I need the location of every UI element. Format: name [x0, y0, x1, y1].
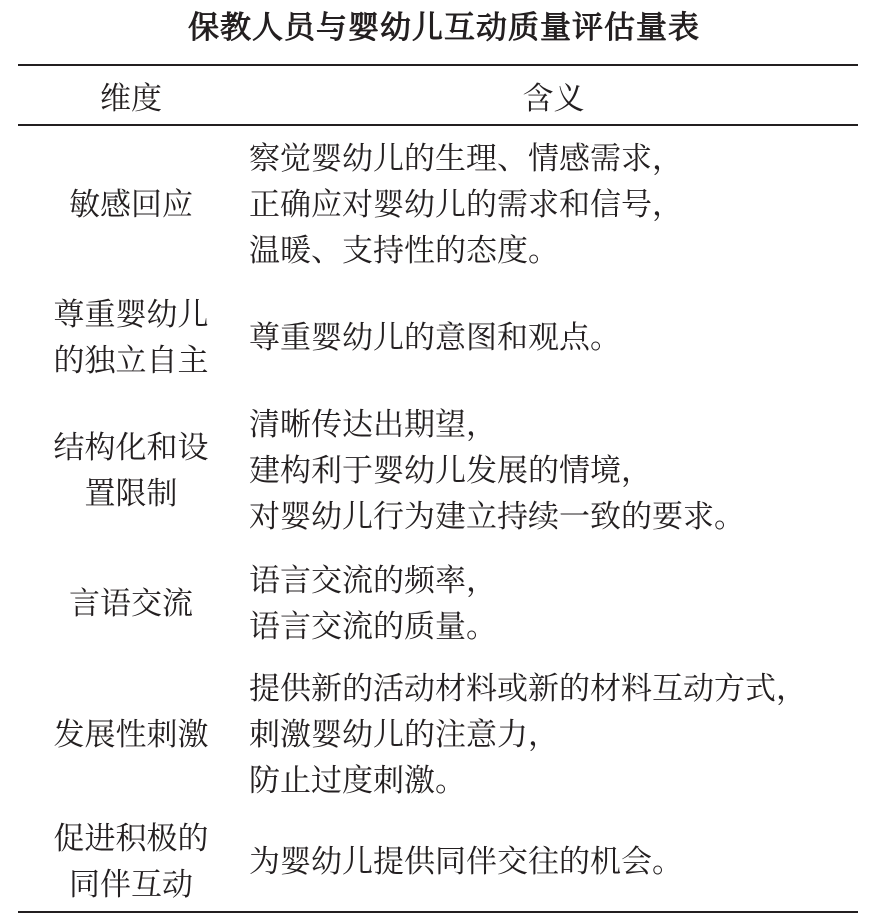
row-5-meaning: [249, 662, 858, 808]
header-rule: [18, 124, 858, 126]
row-1-dimension-text: 敏感回应: [69, 187, 193, 223]
row-4-dimension-text: 言语交流: [69, 586, 193, 622]
row-2-dimension: [18, 290, 244, 386]
header-dimension: 维度: [100, 80, 162, 117]
row-5-meaning-line-3: 防止过度刺激。: [249, 763, 466, 799]
row-6-dimension: [18, 814, 244, 910]
row-6-dimension-text: 促进积极的 同伴互动: [53, 821, 209, 903]
row-4-meaning-line-1: 语言交流的频率，: [249, 563, 497, 599]
row-3-dimension: [18, 398, 244, 544]
row-2-meaning-line-1: 尊重婴幼儿的意图和观点。: [249, 320, 621, 356]
bottom-rule: [18, 911, 858, 913]
row-6-meaning: [249, 814, 858, 910]
row-2-meaning: [249, 290, 858, 386]
row-2-dimension-text: 尊重婴幼儿 的独立自主: [53, 297, 209, 379]
row-3-meaning-line-1: 清晰传达出期望，: [249, 407, 497, 443]
row-1-meaning-line-3: 温暖、支持性的态度。: [249, 233, 559, 269]
row-4-dimension: [18, 556, 244, 652]
row-3-meaning-line-3: 对婴幼儿行为建立持续一致的要求。: [249, 499, 745, 535]
header-meaning: 含义: [522, 80, 585, 117]
row-1-meaning: [249, 132, 858, 278]
row-3-dimension-text: 结构化和设 置限制: [53, 430, 209, 512]
row-5-dimension: [18, 662, 244, 808]
row-1-meaning-line-2: 正确应对婴幼儿的需求和信号，: [249, 187, 683, 223]
row-5-meaning-line-1: 提供新的活动材料或新的材料互动方式，: [249, 671, 807, 707]
row-4-meaning: [249, 556, 858, 652]
row-5-dimension-text: 发展性刺激: [53, 717, 209, 753]
row-1-meaning-line-1: 察觉婴幼儿的生理、情感需求，: [249, 141, 683, 177]
row-4-meaning-line-2: 语言交流的质量。: [249, 609, 497, 645]
row-6-meaning-line-1: 为婴幼儿提供同伴交往的机会。: [249, 844, 683, 880]
row-3-meaning-line-2: 建构利于婴幼儿发展的情境，: [249, 453, 652, 489]
row-5-meaning-line-2: 刺激婴幼儿的注意力，: [249, 717, 559, 753]
row-1-dimension: [18, 132, 244, 278]
row-3-meaning: [249, 398, 858, 544]
table-title: 保教人员与婴幼儿互动质量评估量表: [188, 10, 700, 46]
